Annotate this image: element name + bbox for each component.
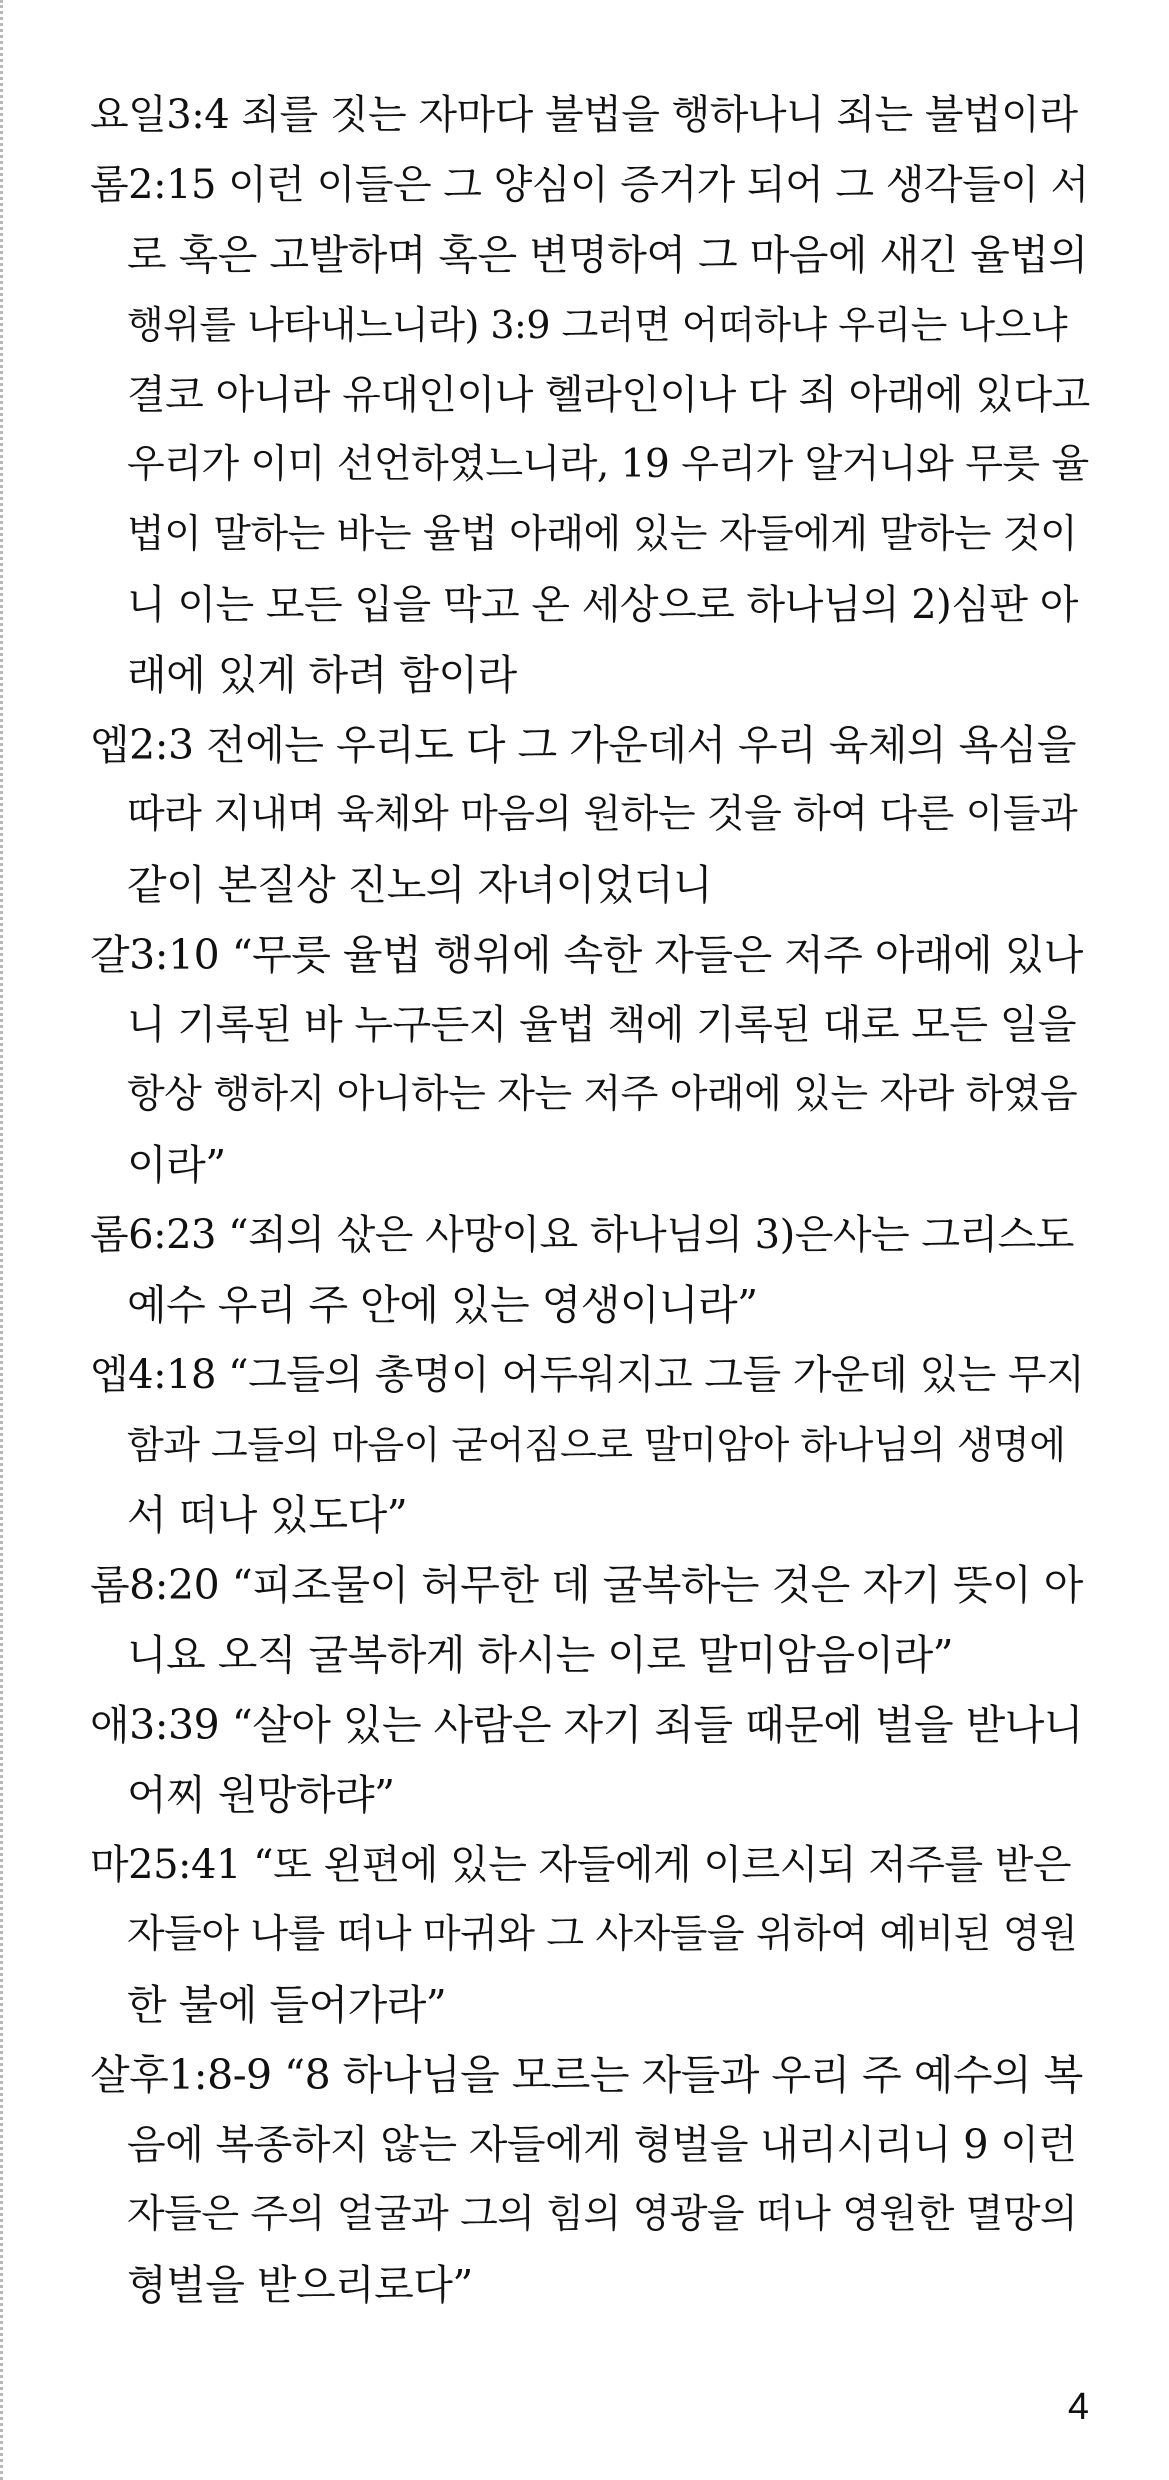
verse-line: 법이 말하는 바는 율법 아래에 있는 자들에게 말하는 것이 (127, 512, 1078, 557)
verse-romans-6-23 (90, 1200, 1090, 1340)
verse-line: 우리가 이미 선언하였느니라, 19 우리가 알거니와 무릇 율 (127, 442, 1089, 487)
verse-galatians-3-10 (90, 920, 1090, 1200)
verse-line: 래에 있게 하려 함이라 (127, 651, 517, 699)
verse-ephesians-4-18 (90, 1340, 1090, 1550)
verse-line: 서 떠나 있도다” (127, 1491, 408, 1539)
verse-line: 예수 우리 주 안에 있는 영생이니라” (127, 1281, 758, 1329)
verse-line: 한 불에 들어가라” (127, 1981, 447, 2029)
verse-line: 같이 본질상 진노의 자녀이었더니 (127, 861, 713, 909)
verse-line: 이라” (127, 1141, 226, 1189)
verse-line: 형벌을 받으리로다” (127, 2261, 473, 2309)
verse-1john-3-4 (90, 80, 1090, 150)
verse-line: 롬8:20 “피조물이 허무한 데 굴복하는 것은 자기 뜻이 아 (90, 1561, 1083, 1609)
verse-line: 따라 지내며 육체와 마음의 원하는 것을 하여 다른 이들과 (127, 792, 1078, 837)
verse-line: 니요 오직 굴복하게 하시는 이로 말미암음이라” (127, 1631, 954, 1679)
verse-line: 롬6:23 “죄의 삯은 사망이요 하나님의 3)은사는 그리스도 (90, 1212, 1074, 1258)
page-number: 4 (1067, 2386, 1089, 2428)
verse-ephesians-2-3 (90, 710, 1090, 920)
verse-line: 로 혹은 고발하며 혹은 변명하여 그 마음에 새긴 율법의 (127, 231, 1088, 279)
verse-line: 항상 행하지 아니하는 자는 저주 아래에 있는 자라 하였음 (127, 1072, 1078, 1117)
verse-romans-8-20 (90, 1550, 1090, 1690)
verse-line: 함과 그들의 마음이 굳어짐으로 말미암아 하나님의 생명에 (127, 1423, 1066, 1467)
verse-line: 니 이는 모든 입을 막고 온 세상으로 하나님의 2)심판 아 (127, 582, 1078, 628)
verse-line: 갈3:10 “무릇 율법 행위에 속한 자들은 저주 아래에 있나 (90, 931, 1083, 979)
verse-2thessalonians-1-8-9 (90, 2040, 1090, 2320)
verse-line: 살후1:8-9 “8 하나님을 모르는 자들과 우리 주 예수의 복 (90, 2051, 1083, 2099)
verse-line: 요일3:4 죄를 짓는 자마다 불법을 행하나니 죄는 불법이라 (90, 92, 1078, 138)
verse-line: 결코 아니라 유대인이나 헬라인이나 다 죄 아래에 있다고 (127, 372, 1090, 418)
verse-line: 자들은 주의 얼굴과 그의 힘의 영광을 떠나 영원한 멸망의 (127, 2192, 1078, 2237)
verse-line: 행위를 나타내느니라) 3:9 그러면 어떠하냐 우리는 나으냐 (127, 303, 1068, 347)
verse-line: 애3:39 “살아 있는 사람은 자기 죄들 때문에 벌을 받나니 (90, 1701, 1083, 1749)
verse-line: 음에 복종하지 않는 자들에게 형벌을 내리시리니 9 이런 (127, 2122, 1077, 2168)
document-body (90, 80, 1090, 2320)
verse-lamentations-3-39 (90, 1690, 1090, 1830)
verse-line: 엡2:3 전에는 우리도 다 그 가운데서 우리 육체의 욕심을 (90, 721, 1076, 769)
verse-line: 마25:41 “또 왼편에 있는 자들에게 이르시되 저주를 받은 (90, 1842, 1072, 1888)
verse-romans-2-15 (90, 150, 1090, 710)
page-left-border (0, 0, 3, 2480)
verse-line: 어찌 원망하랴” (127, 1771, 395, 1819)
verse-line: 자들아 나를 떠나 마귀와 그 사자들을 위하여 예비된 영원 (127, 1912, 1078, 1957)
verse-line: 롬2:15 이런 이들은 그 양심이 증거가 되어 그 생각들이 서 (90, 162, 1089, 208)
verse-line: 엡4:18 “그들의 총명이 어두워지고 그들 가운데 있는 무지 (90, 1352, 1085, 1398)
verse-line: 니 기록된 바 누구든지 율법 책에 기록된 대로 모든 일을 (127, 1002, 1077, 1048)
verse-matthew-25-41 (90, 1830, 1090, 2040)
